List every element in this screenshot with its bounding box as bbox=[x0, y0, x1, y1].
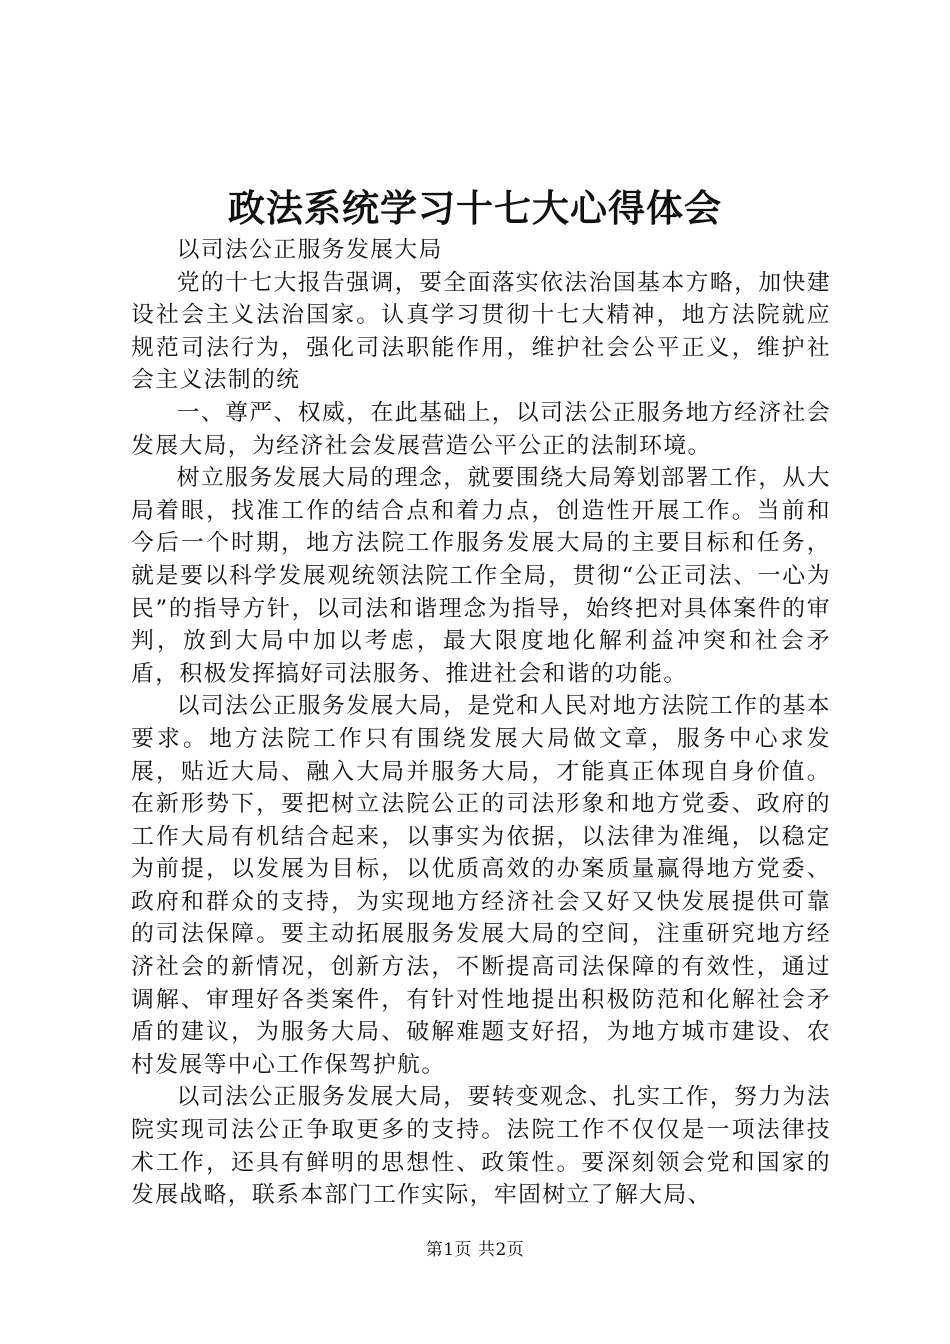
paragraph-5: 以司法公正服务发展大局，要转变观念、扎实工作，努力为法院实现司法公正争取更多的支持。法院工作不仅仅是一项法律技术工作，还具有鲜明的思想性、政策性。要深刻领会党和国家的发展战略，联系本部门工作实际，牢固树立了解大局、 bbox=[131, 1084, 831, 1209]
page-footer: 第1页 共2页 bbox=[425, 1240, 525, 1260]
paragraph-2: 一、尊严、权威，在此基础上，以司法公正服务地方经济社会发展大局，为经济社会发展营造公平公正的法制环境。 bbox=[131, 399, 831, 459]
paragraph-4: 以司法公正服务发展大局，是党和人民对地方法院工作的基本要求。地方法院工作只有围绕发展大局做文章，服务中心求发展，贴近大局、融入大局并服务大局，才能真正体现自身价值。在新形势下，要把树立法院公正的司法形象和地方党委、政府的工作大局有机结合起来，以事实为依据，以法律为准绳，以稳定为前提，以发展为目标，以优质高效的办案质量赢得地方党委、政府和群众的支持，为实现地方经济社会又好又快发展提供可靠的司法保障。要主动拓展服务发展大局的空间，注重研究地方经济社会的新情况，创新方法，不断提高司法保障的有效性，通过调解、审理好各类案件，有针对性地提出积极防范和化解社会矛盾的建议，为服务大局、破解难题支好招，为地方城市建设、农村发展等中心工作保驾护航。 bbox=[131, 693, 831, 1078]
document-body bbox=[131, 234, 831, 1212]
paragraph-subtitle: 以司法公正服务发展大局 bbox=[176, 237, 443, 263]
paragraph-3: 树立服务发展大局的理念，就要围绕大局筹划部署工作，从大局着眼，找准工作的结合点和着力点，创造性开展工作。当前和今后一个时期，地方法院工作服务发展大局的主要目标和任务，就是要以科学发展观统领法院工作全局，贯彻“公正司法、一心为民”的指导方针，以司法和谐理念为指导，始终把对具体案件的审判，放到大局中加以考虑，最大限度地化解利益冲突和社会矛盾，积极发挥搞好司法服务、推进社会和谐的功能。 bbox=[131, 465, 831, 687]
document-title: 政法系统学习十七大心得体会 bbox=[228, 186, 722, 230]
paragraph-1: 党的十七大报告强调，要全面落实依法治国基本方略，加快建设社会主义法治国家。认真学习贯彻十七大精神，地方法院就应规范司法行为，强化司法职能作用，维护社会公平正义，维护社会主义法制的统 bbox=[131, 269, 831, 394]
